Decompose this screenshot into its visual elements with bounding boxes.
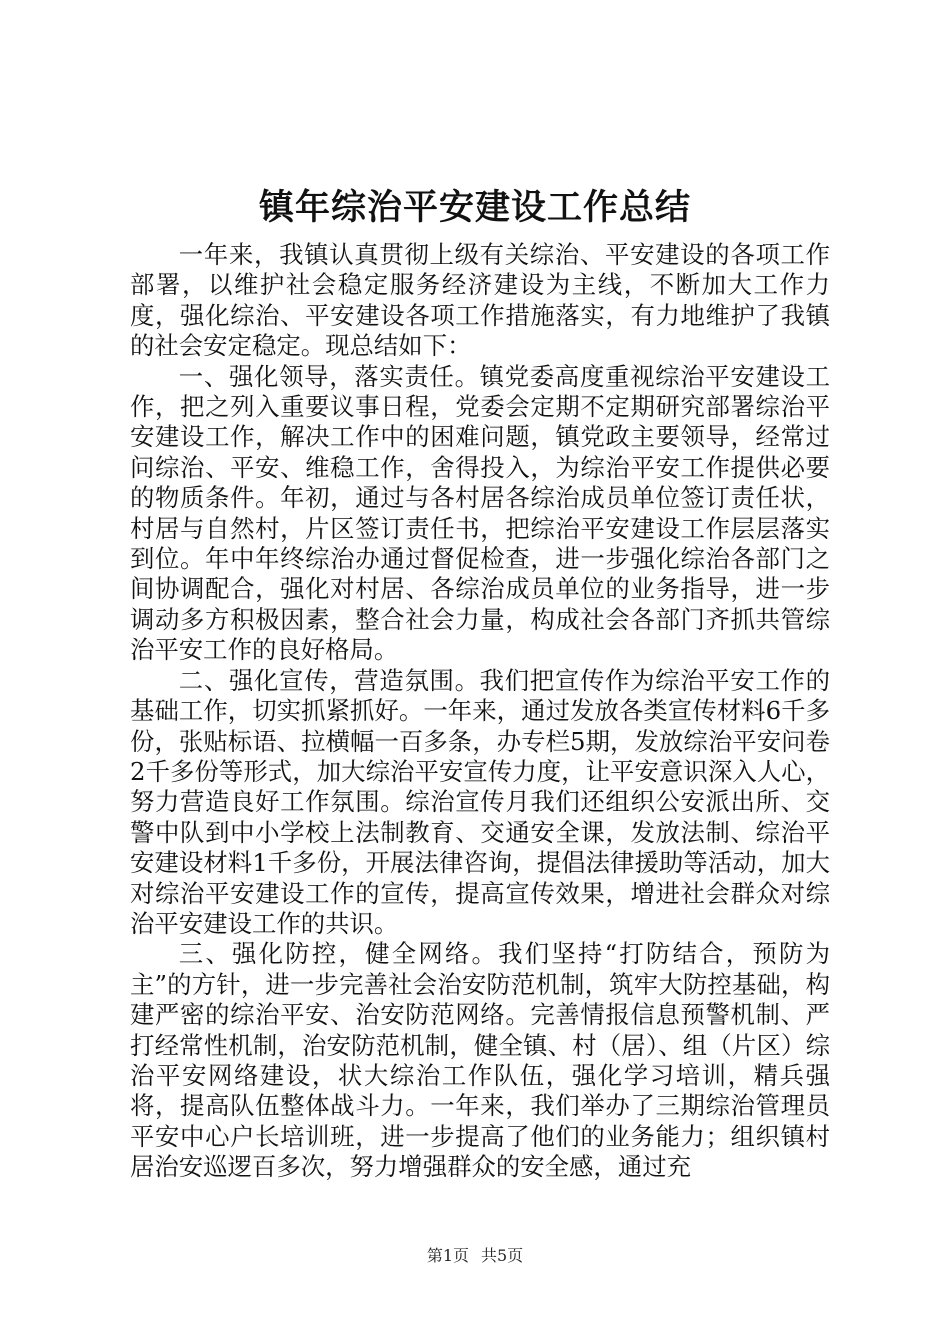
document-body (130, 240, 830, 1183)
page-number-total: 共5页 (481, 1246, 524, 1265)
paragraph-section-2: 二、强化宣传，营造氛围。我们把宣传作为综治平安工作的基础工作，切实抓紧抓好。一年来，通过发放各类宣传材料6千多份，张贴标语、拉横幅一百多条，办专栏5期，发放综治平安问卷2千多份等形式，加大综治平安宣传力度，让平安意识深入人心，努力营造良好工作氛围。综治宣传月我们还组织公安派出所、交警中队到中小学校上法制教育、交通安全课，发放法制、综治平安建设材料1千多份，开展法律咨询，提倡法律援助等活动，加大对综治平安建设工作的宣传，提高宣传效果，增进社会群众对综治平安建设工作的共识。 (130, 665, 830, 938)
page-footer (0, 1244, 950, 1268)
document-title: 镇年综治平安建设工作总结 (258, 187, 691, 228)
paragraph-intro: 一年来，我镇认真贯彻上级有关综治、平安建设的各项工作部署，以维护社会稳定服务经济建设为主线，不断加大工作力度，强化综治、平安建设各项工作措施落实，有力地维护了我镇的社会安定稳定。现总结如下： (130, 240, 830, 361)
page-number-current: 第1页 (426, 1246, 469, 1265)
paragraph-section-3: 三、强化防控，健全网络。我们坚持“打防结合，预防为主”的方针，进一步完善社会治安防范机制，筑牢大防控基础，构建严密的综治平安、治安防范网络。完善情报信息预警机制、严打经常性机制，治安防范机制，健全镇、村（居）、组（片区）综治平安网络建设，状大综治工作队伍，强化学习培训，精兵强将，提高队伍整体战斗力。一年来，我们举办了三期综治管理员平安中心户长培训班，进一步提高了他们的业务能力；组织镇村居治安巡逻百多次，努力增强群众的安全感，通过充 (130, 939, 830, 1182)
paragraph-section-1: 一、强化领导，落实责任。镇党委高度重视综治平安建设工作，把之列入重要议事日程，党委会定期不定期研究部署综治平安建设工作，解决工作中的困难问题，镇党政主要领导，经常过问综治、平安、维稳工作，舍得投入，为综治平安工作提供必要的物质条件。年初，通过与各村居各综治成员单位签订责任状，村居与自然村，片区签订责任书，把综治平安建设工作层层落实到位。年中年终综治办通过督促检查，进一步强化综治各部门之间协调配合，强化对村居、各综治成员单位的业务指导，进一步调动多方积极因素，整合社会力量，构成社会各部门齐抓共管综治平安工作的良好格局。 (130, 361, 830, 665)
